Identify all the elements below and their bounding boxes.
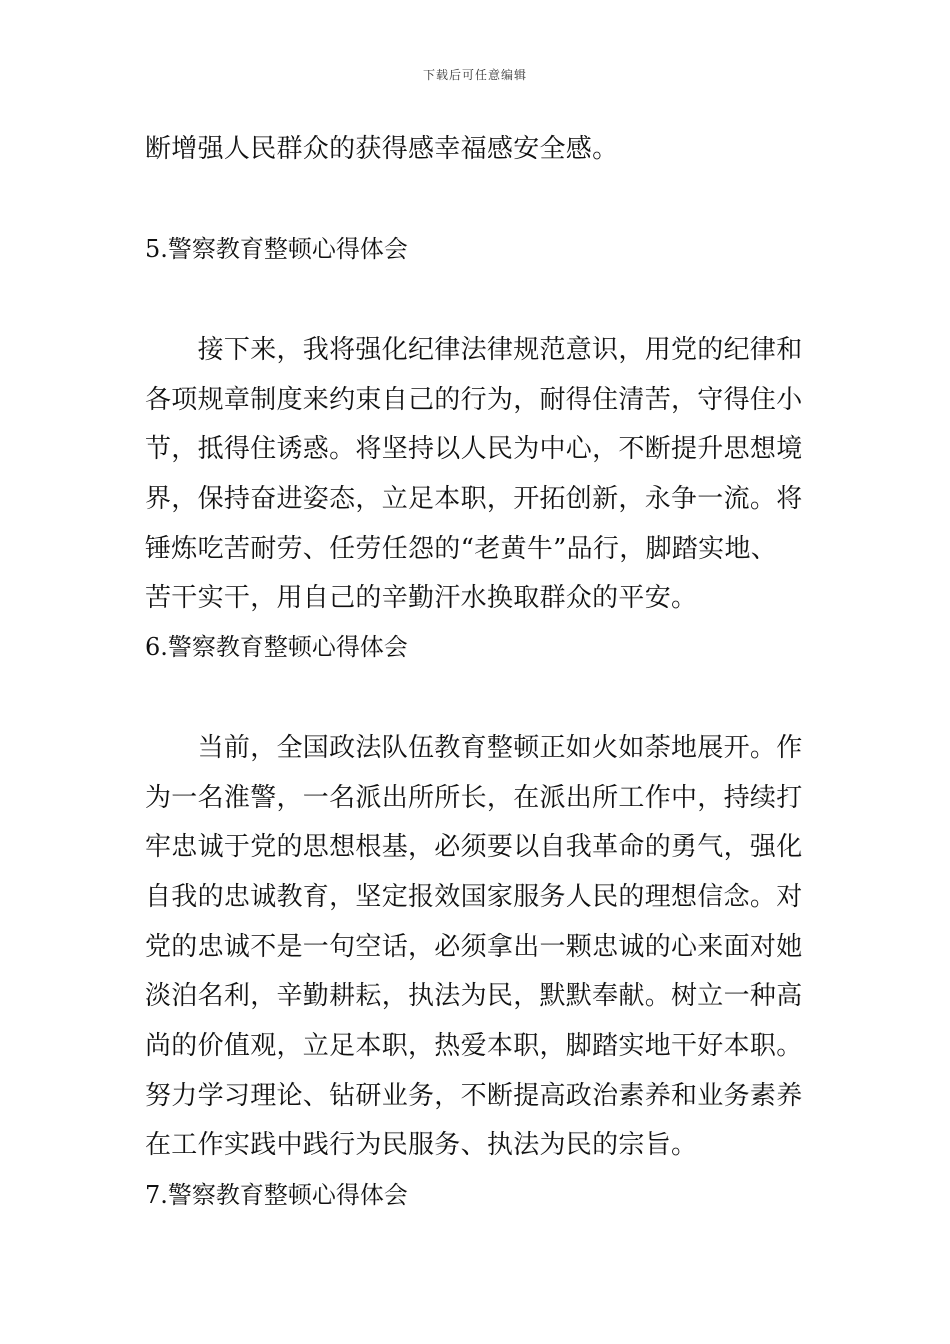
section-5-line: 苦干实干，用自己的辛勤汗水换取群众的平安。 xyxy=(145,583,698,613)
section-5-line: 各项规章制度来约束自己的行为，耐得住清苦，守得住小 xyxy=(145,385,803,415)
section-6-line: 为一名淮警，一名派出所所长，在派出所工作中，持续打 xyxy=(145,783,803,813)
section-6-line: 当前，全国政法队伍教育整顿正如火如荼地展开。作 xyxy=(145,733,803,763)
section-5-line: 节，抵得住诱惑。将坚持以人民为中心，不断提升思想境 xyxy=(145,434,803,464)
section-6-line: 党的忠诚不是一句空话，必须拿出一颗忠诚的心来面对她 xyxy=(145,932,803,962)
section-heading-7: 7.警察教育整顿心得体会 xyxy=(145,1181,408,1209)
section-5-line: 锤炼吃苦耐劳、任劳任怨的“老黄牛”品行，脚踏实地、 xyxy=(145,534,778,564)
section-heading-5: 5.警察教育整顿心得体会 xyxy=(145,235,408,263)
section-5-line: 接下来，我将强化纪律法律规范意识，用党的纪律和 xyxy=(145,335,803,365)
section-6-line: 在工作实践中践行为民服务、执法为民的宗旨。 xyxy=(145,1130,698,1160)
section-5-line: 界，保持奋进姿态，立足本职，开拓创新，永争一流。将 xyxy=(145,484,803,514)
section-6-line: 牢忠诚于党的思想根基，必须要以自我革命的勇气，强化 xyxy=(145,832,803,862)
header-note: 下载后可任意编辑 xyxy=(422,68,527,82)
section-6-line: 努力学习理论、钻研业务，不断提高政治素养和业务素养 xyxy=(145,1081,803,1111)
section-heading-6: 6.警察教育整顿心得体会 xyxy=(145,633,408,661)
section-6-line: 尚的价值观，立足本职，热爱本职，脚踏实地干好本职。 xyxy=(145,1031,803,1061)
section-6-line: 淡泊名利，辛勤耕耘，执法为民，默默奉献。树立一种高 xyxy=(145,981,803,1011)
intro-line: 断增强人民群众的获得感幸福感安全感。 xyxy=(145,134,619,164)
section-6-line: 自我的忠诚教育，坚定报效国家服务人民的理想信念。对 xyxy=(145,882,803,912)
